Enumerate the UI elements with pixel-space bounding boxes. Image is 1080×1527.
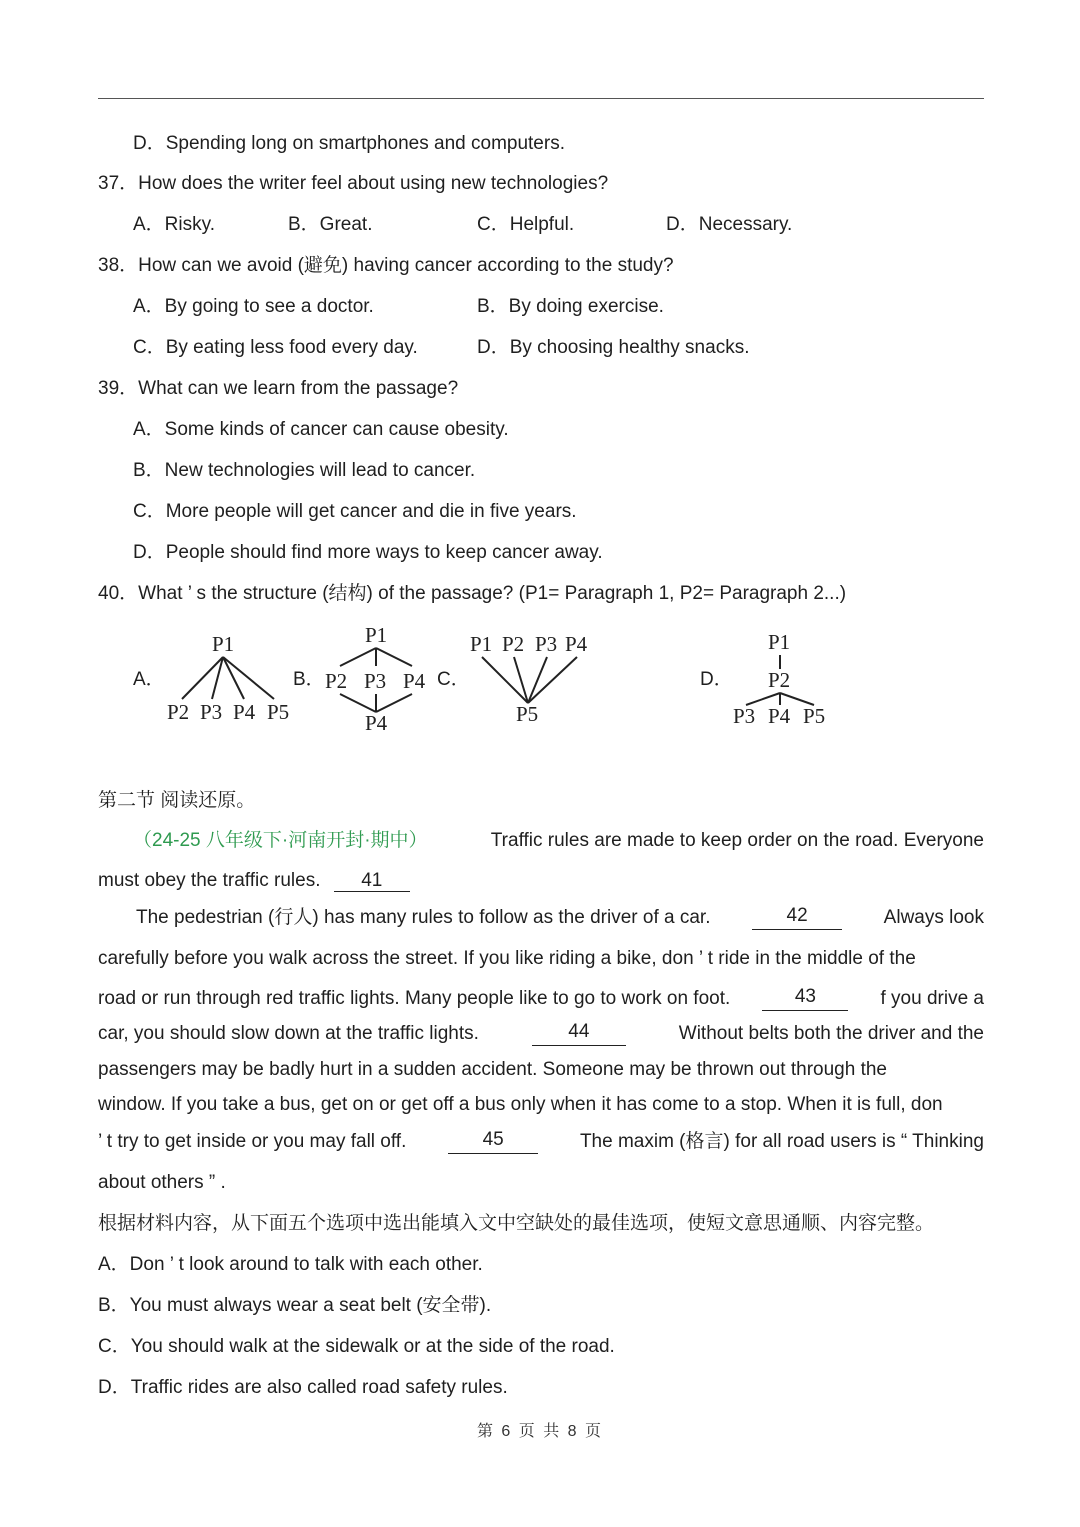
diagram-c-top-2: P2 <box>502 632 525 656</box>
section2-option-a: A．Don ’ t look around to talk with each other. <box>98 1254 483 1275</box>
q38-option-c: C．By eating less food every day. <box>133 337 418 358</box>
blank-41[interactable]: 41 <box>334 871 410 892</box>
diagram-d-bottom-2: P4 <box>768 704 791 728</box>
q38-question: 38．How can we avoid (避免) having cancer according to the study? <box>98 255 674 276</box>
passage-line-1 <box>133 829 984 853</box>
passage-line-5 <box>98 987 984 1011</box>
diagram-a-bottom-3: P4 <box>233 700 256 724</box>
diagram-a-branch <box>223 657 244 699</box>
passage-p2-line4a: car, you should slow down at the traffic lights. <box>98 1023 479 1044</box>
q40-question: 40．What ’ s the structure (结构) of the passage? (P1= Paragraph 1, P2= Paragraph 2...) <box>98 583 847 604</box>
diagram-c-branch <box>528 657 547 703</box>
blank-42[interactable]: 42 <box>752 906 842 930</box>
q37-option-b: B．Great. <box>288 214 373 235</box>
q39-question: 39．What can we learn from the passage? <box>98 378 459 399</box>
section2-option-c: C．You should walk at the sidewalk or at the side of the road. <box>98 1336 615 1357</box>
q40-option-d-label: D． <box>700 669 733 690</box>
q37-option-a: A．Risky. <box>133 214 215 235</box>
q38-option-a: A．By going to see a doctor. <box>133 296 374 317</box>
header-rule <box>98 98 984 99</box>
diagram-b-branch <box>340 694 376 712</box>
passage-line-8 <box>98 1093 984 1117</box>
diagram-d-bottom-1: P3 <box>733 704 756 728</box>
diagram-b-branch <box>340 648 376 666</box>
diagram-a-bottom-4: P5 <box>267 700 290 724</box>
q37-question: 37．How does the writer feel about using new technologies? <box>98 173 609 194</box>
passage-p2-line7b: The maxim (格言) for all road users is “ Thinking <box>579 1131 984 1152</box>
diagram-d-top: P1 <box>768 630 791 654</box>
diagram-b-bottom: P4 <box>365 711 388 735</box>
diagram-a-branch <box>223 657 274 699</box>
diagram-a-bottom-1: P2 <box>167 700 190 724</box>
q37-option-c: C．Helpful. <box>477 214 575 235</box>
blank-45[interactable]: 45 <box>448 1130 538 1154</box>
passage-p2-line8: about others ” . <box>98 1172 226 1193</box>
page-footer: 第 6 页 共 8 页 <box>476 1423 604 1440</box>
passage-line-7 <box>98 1058 984 1082</box>
diagram-b-middle-2: P3 <box>364 669 387 693</box>
diagram-c-top-4: P4 <box>565 632 588 656</box>
q38-option-d: D．By choosing healthy snacks. <box>477 337 750 358</box>
passage-p1-line2: must obey the traffic rules. <box>98 870 321 891</box>
q39-option-c: C．More people will get cancer and die in five years. <box>133 501 577 522</box>
source-tag: （24-25 八年级下·河南开封·期中） <box>133 830 428 851</box>
diagram-c-bottom: P5 <box>516 702 539 726</box>
q39-option-d: D．People should find more ways to keep cancer away. <box>133 542 603 563</box>
diagram-b-middle-3: P4 <box>403 669 426 693</box>
passage-p1-line1: Traffic rules are made to keep order on the road. Everyone <box>490 830 984 851</box>
structure-diagram-d <box>728 625 838 733</box>
passage-p2-line3a: road or run through red traffic lights. Many people like to go to work on foot. <box>98 988 731 1009</box>
passage-p2-line2: carefully before you walk across the street. If you like riding a bike, don ’ t ride in the middle of the <box>98 948 916 969</box>
blank-43[interactable]: 43 <box>762 987 848 1011</box>
section2-option-d: D．Traffic rides are also called road safety rules. <box>98 1377 508 1398</box>
passage-p2-line4b: Without belts both the driver and the <box>678 1023 984 1044</box>
diagram-a-top: P1 <box>212 632 235 656</box>
q40-option-b-label: B． <box>293 669 325 690</box>
passage-line-3 <box>136 906 984 930</box>
diagram-a-bottom-2: P3 <box>200 700 223 724</box>
diagram-b-top: P1 <box>365 623 388 647</box>
diagram-b-branch <box>376 648 412 666</box>
passage-p2-line6: window. If you take a bus, get on or get off a bus only when it has come to a stop. When it is full, don <box>98 1094 943 1115</box>
q39-option-b: B．New technologies will lead to cancer. <box>133 460 476 481</box>
q39-option-a: A．Some kinds of cancer can cause obesity. <box>133 419 509 440</box>
q40-option-a-label: A． <box>133 669 165 690</box>
diagram-c-top-1: P1 <box>470 632 493 656</box>
q36-option-d: D．Spending long on smartphones and computers. <box>133 133 565 154</box>
passage-p2-line1a: The pedestrian (行人) has many rules to follow as the driver of a car. <box>136 907 711 928</box>
q37-option-d: D．Necessary. <box>666 214 793 235</box>
q38-option-b: B．By doing exercise. <box>477 296 664 317</box>
passage-line-9 <box>98 1130 984 1154</box>
passage-p2-line1b: Always look <box>883 907 984 928</box>
section2-option-b: B．You must always wear a seat belt (安全带). <box>98 1295 492 1316</box>
blank-44[interactable]: 44 <box>532 1022 626 1046</box>
passage-line-4 <box>98 947 984 971</box>
section2-heading: 第二节 阅读还原。 <box>98 790 256 811</box>
structure-diagram-b <box>318 618 443 740</box>
diagram-d-bottom-3: P5 <box>803 704 826 728</box>
passage-p2-line7a: ’ t try to get inside or you may fall off. <box>98 1131 407 1152</box>
diagram-b-branch <box>376 694 412 712</box>
diagram-d-middle: P2 <box>768 668 791 692</box>
passage-p2-line3b: f you drive a <box>880 988 984 1009</box>
diagram-b-middle-1: P2 <box>325 669 348 693</box>
passage-p2-line5: passengers may be badly hurt in a sudden accident. Someone may be thrown out through the <box>98 1059 887 1080</box>
structure-diagram-a <box>160 625 300 735</box>
passage-line-6 <box>98 1022 984 1046</box>
passage-line-2 <box>98 869 410 893</box>
diagram-c-branch <box>528 657 577 703</box>
diagram-c-top-3: P3 <box>535 632 558 656</box>
q40-option-c-label: C． <box>437 669 470 690</box>
section2-instruction: 根据材料内容，从下面五个选项中选出能填入文中空缺处的最佳选项，使短文意思通顺、内容完整。 <box>98 1213 935 1234</box>
structure-diagram-c <box>462 625 597 730</box>
